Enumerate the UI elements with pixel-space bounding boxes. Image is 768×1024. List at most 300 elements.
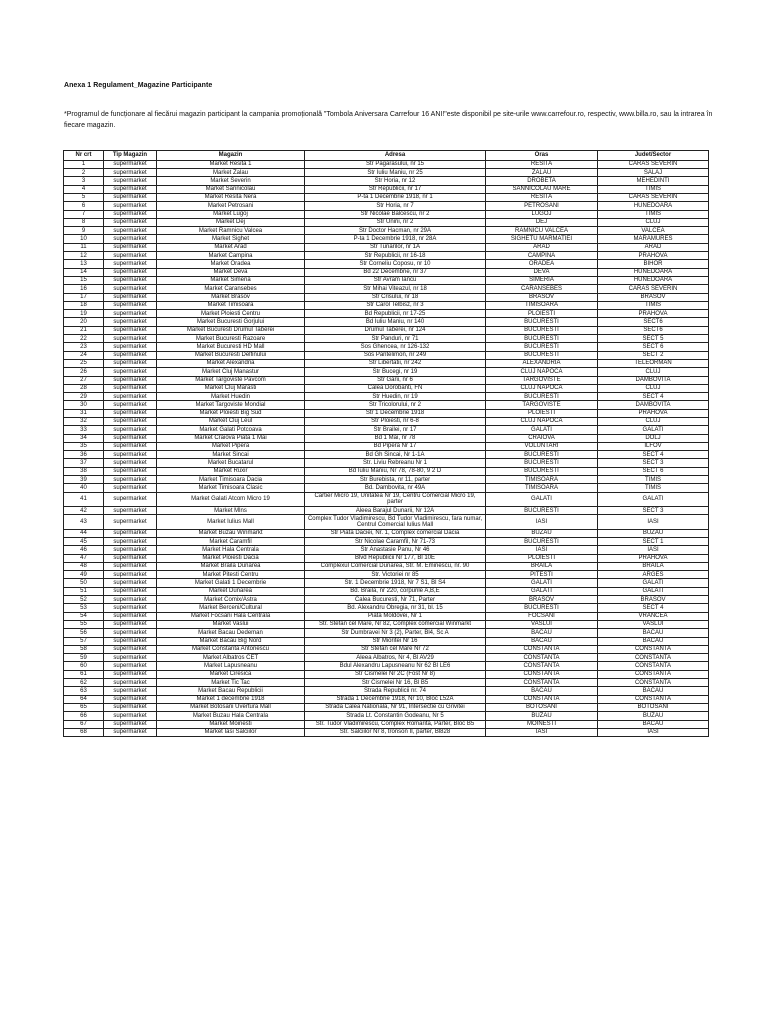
table-row xyxy=(64,579,709,587)
cell-nr: 61 xyxy=(64,670,104,678)
cell-tip: supermarket xyxy=(104,492,157,506)
cell-magazin: Market Cluj Manastur xyxy=(157,368,305,376)
cell-adresa: Str Iuliu Maniu, nr 25 xyxy=(305,169,486,177)
cell-oras: BRAILA xyxy=(486,562,598,570)
column-header-adresa: Adresa xyxy=(305,151,486,161)
cell-oras: ALEXANDRIA xyxy=(486,359,598,367)
cell-nr: 36 xyxy=(64,451,104,459)
cell-magazin: Market Moinesti xyxy=(157,720,305,728)
cell-adresa: Str Mihai Viteazul, nr 18 xyxy=(305,285,486,293)
cell-oras: BUCURESTI xyxy=(486,451,598,459)
cell-magazin: Market Dej xyxy=(157,218,305,226)
cell-magazin: Market Ruxir xyxy=(157,467,305,475)
cell-tip: supermarket xyxy=(104,293,157,301)
cell-oras: SANNICOLAU MARE xyxy=(486,185,598,193)
cell-oras: SIGHETU MARMATIEI xyxy=(486,235,598,243)
cell-judet: BUZAU xyxy=(598,712,709,720)
cell-adresa: Str Unirii, nr 2 xyxy=(305,218,486,226)
cell-oras: BUCURESTI xyxy=(486,326,598,334)
cell-oras: TIMISOARA xyxy=(486,484,598,492)
cell-adresa: P-ta 1 Decembrie 1918, nr 28A xyxy=(305,235,486,243)
table-row xyxy=(64,243,709,251)
cell-tip: supermarket xyxy=(104,687,157,695)
cell-judet: BRASOV xyxy=(598,293,709,301)
cell-tip: supermarket xyxy=(104,507,157,515)
cell-tip: supermarket xyxy=(104,260,157,268)
cell-magazin: Market Pipera xyxy=(157,442,305,450)
cell-adresa: Str Republicii, nr 17 xyxy=(305,185,486,193)
cell-adresa: Str Carol Telbisz, nr 3 xyxy=(305,301,486,309)
table-row xyxy=(64,227,709,235)
table-row xyxy=(64,670,709,678)
cell-nr: 8 xyxy=(64,218,104,226)
cell-judet: BACAU xyxy=(598,637,709,645)
cell-nr: 31 xyxy=(64,409,104,417)
cell-oras: FOCSANI xyxy=(486,612,598,620)
table-row xyxy=(64,654,709,662)
cell-nr: 50 xyxy=(64,579,104,587)
cell-judet: ARGES xyxy=(598,571,709,579)
cell-nr: 32 xyxy=(64,417,104,425)
cell-judet: CONSTANTA xyxy=(598,645,709,653)
table-body xyxy=(64,160,709,736)
cell-magazin: Market Constanta Antonescu xyxy=(157,645,305,653)
table-row xyxy=(64,310,709,318)
cell-tip: supermarket xyxy=(104,276,157,284)
cell-oras: BUCURESTI xyxy=(486,538,598,546)
cell-magazin: Market Hala Centrala xyxy=(157,546,305,554)
cell-judet: VALCEA xyxy=(598,227,709,235)
cell-magazin: Market Comix/Astra xyxy=(157,596,305,604)
cell-nr: 38 xyxy=(64,467,104,475)
table-row xyxy=(64,368,709,376)
table-row xyxy=(64,484,709,492)
table-row xyxy=(64,492,709,506)
cell-judet: SECT 3 xyxy=(598,459,709,467)
cell-magazin: Market Focsani Hala Centrala xyxy=(157,612,305,620)
cell-magazin: Market Ramnicu Valcea xyxy=(157,227,305,235)
cell-oras: TIMISOARA xyxy=(486,476,598,484)
cell-tip: supermarket xyxy=(104,679,157,687)
table-row xyxy=(64,720,709,728)
cell-nr: 11 xyxy=(64,243,104,251)
cell-tip: supermarket xyxy=(104,629,157,637)
cell-nr: 24 xyxy=(64,351,104,359)
table-row xyxy=(64,384,709,392)
cell-judet: VRANCEA xyxy=(598,612,709,620)
cell-adresa: Str Huedin, nr 19 xyxy=(305,393,486,401)
cell-adresa: Str. Liviu Rebreanu Nr 1 xyxy=(305,459,486,467)
table-row xyxy=(64,160,709,168)
cell-tip: supermarket xyxy=(104,695,157,703)
cell-judet: BUZAU xyxy=(598,529,709,537)
cell-adresa: Cartier Micro 19, Unitatea Nr 19, Centru Comercial Micro 19, parter xyxy=(305,492,486,506)
cell-magazin: Market Oradea xyxy=(157,260,305,268)
cell-tip: supermarket xyxy=(104,703,157,711)
cell-adresa: Str. Victoriei nr 85 xyxy=(305,571,486,579)
cell-magazin: Market Vaslui xyxy=(157,620,305,628)
cell-oras: CONSTANTA xyxy=(486,695,598,703)
cell-magazin: Market Braila Dunarea xyxy=(157,562,305,570)
cell-tip: supermarket xyxy=(104,546,157,554)
cell-magazin: Market Targoviste Pavcom xyxy=(157,376,305,384)
cell-tip: supermarket xyxy=(104,529,157,537)
cell-magazin: Market Timisoara Clasic xyxy=(157,484,305,492)
cell-nr: 3 xyxy=(64,177,104,185)
cell-oras: GALATI xyxy=(486,492,598,506)
table-row xyxy=(64,442,709,450)
cell-judet: ILFOV xyxy=(598,442,709,450)
cell-oras: LUGOJ xyxy=(486,210,598,218)
cell-nr: 2 xyxy=(64,169,104,177)
cell-oras: ARAD xyxy=(486,243,598,251)
cell-nr: 17 xyxy=(64,293,104,301)
cell-tip: supermarket xyxy=(104,160,157,168)
cell-adresa: Complex Tudor Vladimirescu, Bd Tudor Vladimirescu, fara numar, Centrul Comercial Iulius Mall xyxy=(305,515,486,529)
cell-oras: BOTOSANI xyxy=(486,703,598,711)
cell-magazin: Market Pitesti Centru xyxy=(157,571,305,579)
cell-tip: supermarket xyxy=(104,193,157,201)
cell-oras: PETROSANI xyxy=(486,202,598,210)
cell-judet: DAMBOVITA xyxy=(598,376,709,384)
cell-oras: BUCURESTI xyxy=(486,351,598,359)
cell-judet: SECT 1 xyxy=(598,538,709,546)
cell-adresa: Str Avram Iancu xyxy=(305,276,486,284)
table-row xyxy=(64,604,709,612)
table-row xyxy=(64,401,709,409)
cell-oras: DEVA xyxy=(486,268,598,276)
cell-oras: VOLUNTARI xyxy=(486,442,598,450)
cell-magazin: Market Simeria xyxy=(157,276,305,284)
cell-tip: supermarket xyxy=(104,235,157,243)
cell-oras: BACAU xyxy=(486,687,598,695)
cell-nr: 37 xyxy=(64,459,104,467)
cell-adresa: Blvd Republicii Nr 177, Bl 10E xyxy=(305,554,486,562)
cell-judet: HUNEDOARA xyxy=(598,268,709,276)
cell-tip: supermarket xyxy=(104,434,157,442)
cell-tip: supermarket xyxy=(104,285,157,293)
cell-adresa: Str Cismelei Nr 16, Bl B5 xyxy=(305,679,486,687)
cell-adresa: Str Cismelei Nr 2C (Fost Nr 8) xyxy=(305,670,486,678)
table-row xyxy=(64,703,709,711)
cell-adresa: Calea Bucuresti, Nr 71, Parter xyxy=(305,596,486,604)
cell-oras: BRASOV xyxy=(486,596,598,604)
cell-magazin: Market Resita Nera xyxy=(157,193,305,201)
cell-nr: 54 xyxy=(64,612,104,620)
column-header-nr: Nr crt xyxy=(64,151,104,161)
cell-judet: PRAHOVA xyxy=(598,310,709,318)
cell-nr: 14 xyxy=(64,268,104,276)
table-row xyxy=(64,476,709,484)
cell-judet: GALATI xyxy=(598,579,709,587)
cell-adresa: P-ta 1 Decembrie 1918, nr 1 xyxy=(305,193,486,201)
cell-adresa: Str. 1 Decembrie 1918, Nr 7 S1, Bl S4 xyxy=(305,579,486,587)
cell-magazin: Market Caransebes xyxy=(157,285,305,293)
cell-nr: 1 xyxy=(64,160,104,168)
column-header-magazin: Magazin xyxy=(157,151,305,161)
cell-adresa: Strada Republicii nr. 74 xyxy=(305,687,486,695)
cell-adresa: Strada 1 Decembrie 1918, Nr 10, Bloc L52A xyxy=(305,695,486,703)
cell-nr: 40 xyxy=(64,484,104,492)
cell-judet: CARAS SEVERIN xyxy=(598,285,709,293)
cell-oras: PITESTI xyxy=(486,571,598,579)
cell-adresa: Str Ploiesti, nr 6-8 xyxy=(305,417,486,425)
cell-tip: supermarket xyxy=(104,728,157,736)
cell-adresa: Str Libertatii, nr 242 xyxy=(305,359,486,367)
cell-oras: TARGOVISTE xyxy=(486,376,598,384)
cell-tip: supermarket xyxy=(104,720,157,728)
cell-magazin: Market Resita 1 xyxy=(157,160,305,168)
cell-judet: DAMBOVITA xyxy=(598,401,709,409)
table-row xyxy=(64,301,709,309)
cell-adresa: Str Republicii, nr 16-18 xyxy=(305,252,486,260)
cell-adresa: Complexul Comercial Dunarea, Str. M. Eminescu, nr. 90 xyxy=(305,562,486,570)
cell-judet: ARAD xyxy=(598,243,709,251)
cell-nr: 19 xyxy=(64,310,104,318)
cell-nr: 27 xyxy=(64,376,104,384)
cell-tip: supermarket xyxy=(104,359,157,367)
cell-oras: BUZAU xyxy=(486,529,598,537)
cell-adresa: Aleea Albatros, Nr 4, Bl AV29 xyxy=(305,654,486,662)
cell-judet: PRAHOVA xyxy=(598,554,709,562)
table-row xyxy=(64,417,709,425)
table-row xyxy=(64,538,709,546)
cell-tip: supermarket xyxy=(104,310,157,318)
cell-magazin: Market Alexandria xyxy=(157,359,305,367)
cell-magazin: Market Iulius Mall xyxy=(157,515,305,529)
table-row xyxy=(64,393,709,401)
cell-nr: 6 xyxy=(64,202,104,210)
table-row xyxy=(64,177,709,185)
cell-tip: supermarket xyxy=(104,515,157,529)
cell-oras: RAMNICU VALCEA xyxy=(486,227,598,235)
cell-tip: supermarket xyxy=(104,210,157,218)
cell-tip: supermarket xyxy=(104,451,157,459)
cell-nr: 47 xyxy=(64,554,104,562)
table-row xyxy=(64,285,709,293)
cell-judet: IASI xyxy=(598,546,709,554)
cell-tip: supermarket xyxy=(104,202,157,210)
cell-nr: 58 xyxy=(64,645,104,653)
cell-nr: 29 xyxy=(64,393,104,401)
cell-nr: 56 xyxy=(64,629,104,637)
cell-adresa: Str Panduri, nr 71 xyxy=(305,335,486,343)
table-row xyxy=(64,376,709,384)
cell-oras: BACAU xyxy=(486,629,598,637)
cell-tip: supermarket xyxy=(104,620,157,628)
cell-oras: PLOIESTI xyxy=(486,554,598,562)
cell-oras: BUZAU xyxy=(486,712,598,720)
table-row xyxy=(64,326,709,334)
cell-tip: supermarket xyxy=(104,596,157,604)
cell-tip: supermarket xyxy=(104,712,157,720)
cell-magazin: Market Buzau Winmarkt xyxy=(157,529,305,537)
cell-magazin: Market Deva xyxy=(157,268,305,276)
cell-adresa: Str Dumbravei Nr 3 (2), Parter, Bl4, Sc A xyxy=(305,629,486,637)
cell-magazin: Market Lapusneanu xyxy=(157,662,305,670)
cell-adresa: Calea Dorobanti, FN xyxy=(305,384,486,392)
cell-tip: supermarket xyxy=(104,554,157,562)
cell-judet: SECT 4 xyxy=(598,604,709,612)
cell-tip: supermarket xyxy=(104,185,157,193)
cell-magazin: Market Botosani Uvertura Mall xyxy=(157,703,305,711)
cell-oras: BUCURESTI xyxy=(486,335,598,343)
cell-nr: 39 xyxy=(64,476,104,484)
cell-tip: supermarket xyxy=(104,243,157,251)
cell-judet: PRAHOVA xyxy=(598,252,709,260)
cell-magazin: Market Petrosani xyxy=(157,202,305,210)
cell-nr: 68 xyxy=(64,728,104,736)
cell-adresa: Bd Iuliu Maniu, nr 140 xyxy=(305,318,486,326)
table-row xyxy=(64,571,709,579)
cell-magazin: Market Bacau Big Nord xyxy=(157,637,305,645)
table-row xyxy=(64,612,709,620)
cell-oras: GALATI xyxy=(486,426,598,434)
cell-oras: BUCURESTI xyxy=(486,467,598,475)
cell-oras: PLOIESTI xyxy=(486,310,598,318)
cell-oras: CAMPINA xyxy=(486,252,598,260)
cell-oras: ZALAU xyxy=(486,169,598,177)
cell-judet: TIMIS xyxy=(598,301,709,309)
cell-tip: supermarket xyxy=(104,476,157,484)
cell-magazin: Market Albatros CET xyxy=(157,654,305,662)
table-row xyxy=(64,546,709,554)
cell-nr: 28 xyxy=(64,384,104,392)
cell-judet: SECT 6 xyxy=(598,467,709,475)
cell-tip: supermarket xyxy=(104,301,157,309)
table-row xyxy=(64,185,709,193)
cell-judet: CONSTANTA xyxy=(598,695,709,703)
table-row xyxy=(64,169,709,177)
cell-adresa: Sos Pantelimon, nr 249 xyxy=(305,351,486,359)
cell-adresa: Bd 1 Mai, nr 78 xyxy=(305,434,486,442)
cell-nr: 16 xyxy=(64,285,104,293)
cell-magazin: Market Mlns xyxy=(157,507,305,515)
cell-nr: 33 xyxy=(64,426,104,434)
cell-nr: 63 xyxy=(64,687,104,695)
cell-magazin: Market Iasi Salciilor xyxy=(157,728,305,736)
cell-judet: CARAS SEVERIN xyxy=(598,193,709,201)
cell-oras: BUCURESTI xyxy=(486,507,598,515)
table-row xyxy=(64,637,709,645)
cell-adresa: Str Stefan cel Mare Nr 72 xyxy=(305,645,486,653)
cell-nr: 41 xyxy=(64,492,104,506)
cell-tip: supermarket xyxy=(104,169,157,177)
cell-magazin: Market Bucuresti Gorjului xyxy=(157,318,305,326)
cell-magazin: Market Sannicolau xyxy=(157,185,305,193)
cell-judet: CONSTANTA xyxy=(598,679,709,687)
cell-judet: HUNEDOARA xyxy=(598,276,709,284)
cell-adresa: Str Anastasie Panu, Nr 46 xyxy=(305,546,486,554)
table-row xyxy=(64,662,709,670)
table-row xyxy=(64,695,709,703)
cell-oras: CONSTANTA xyxy=(486,645,598,653)
table-row xyxy=(64,260,709,268)
cell-tip: supermarket xyxy=(104,645,157,653)
cell-judet: BACAU xyxy=(598,629,709,637)
table-row xyxy=(64,293,709,301)
cell-oras: CRAIOVA xyxy=(486,434,598,442)
cell-judet: IASI xyxy=(598,728,709,736)
cell-adresa: Str Horia, nr 12 xyxy=(305,177,486,185)
table-row xyxy=(64,193,709,201)
cell-tip: supermarket xyxy=(104,218,157,226)
cell-magazin: Market Dunarea xyxy=(157,587,305,595)
table-row xyxy=(64,629,709,637)
table-row xyxy=(64,409,709,417)
cell-oras: MOINESTI xyxy=(486,720,598,728)
cell-magazin: Market Severin xyxy=(157,177,305,185)
stores-table xyxy=(63,150,709,737)
cell-tip: supermarket xyxy=(104,335,157,343)
cell-adresa: Bd Republicii, nr 17-25 xyxy=(305,310,486,318)
cell-tip: supermarket xyxy=(104,368,157,376)
cell-oras: TIMISOARA xyxy=(486,301,598,309)
cell-oras: IASI xyxy=(486,546,598,554)
cell-judet: GALATI xyxy=(598,492,709,506)
cell-tip: supermarket xyxy=(104,467,157,475)
cell-judet: BIHOR xyxy=(598,260,709,268)
table-row xyxy=(64,467,709,475)
cell-adresa: Str Mioritei Nr 16 xyxy=(305,637,486,645)
cell-nr: 42 xyxy=(64,507,104,515)
cell-magazin: Market Galati Potcoava xyxy=(157,426,305,434)
cell-nr: 59 xyxy=(64,654,104,662)
cell-tip: supermarket xyxy=(104,670,157,678)
table-row xyxy=(64,529,709,537)
cell-adresa: Strada Lt. Constantin Godeanu, Nr 5 xyxy=(305,712,486,720)
cell-judet: HUNEDOARA xyxy=(598,202,709,210)
cell-oras: TARGOVISTE xyxy=(486,401,598,409)
table-row xyxy=(64,276,709,284)
cell-oras: CLUJ NAPOCA xyxy=(486,417,598,425)
cell-magazin: Market Targoviste Mondial xyxy=(157,401,305,409)
table-row xyxy=(64,687,709,695)
cell-nr: 21 xyxy=(64,326,104,334)
cell-magazin: Market Lugoj xyxy=(157,210,305,218)
cell-oras: PLOIESTI xyxy=(486,409,598,417)
table-row xyxy=(64,596,709,604)
table-row xyxy=(64,507,709,515)
cell-nr: 25 xyxy=(64,359,104,367)
cell-nr: 9 xyxy=(64,227,104,235)
cell-judet: SECT 4 xyxy=(598,451,709,459)
cell-tip: supermarket xyxy=(104,587,157,595)
table-row xyxy=(64,210,709,218)
cell-adresa: Str Piata Daciei, Nr. 1, Complex comercial Dacia xyxy=(305,529,486,537)
cell-adresa: Str Tricolorului, nr 2 xyxy=(305,401,486,409)
cell-nr: 53 xyxy=(64,604,104,612)
cell-magazin: Market Arad xyxy=(157,243,305,251)
cell-judet: SECT 2 xyxy=(598,351,709,359)
cell-judet: TIMIS xyxy=(598,484,709,492)
cell-adresa: Str Nicolae Caramfil, Nr 71-73 xyxy=(305,538,486,546)
column-header-tip: Tip Magazin xyxy=(104,151,157,161)
cell-nr: 15 xyxy=(64,276,104,284)
cell-judet: BRASOV xyxy=(598,596,709,604)
cell-judet: MEHEDINTI xyxy=(598,177,709,185)
cell-tip: supermarket xyxy=(104,401,157,409)
table-row xyxy=(64,451,709,459)
table-row xyxy=(64,359,709,367)
cell-adresa: Str Crisului, nr 18 xyxy=(305,293,486,301)
cell-tip: supermarket xyxy=(104,384,157,392)
cell-judet: TELEORMAN xyxy=(598,359,709,367)
table-row xyxy=(64,515,709,529)
cell-magazin: Market Galati 1 Decembrie xyxy=(157,579,305,587)
cell-nr: 57 xyxy=(64,637,104,645)
cell-adresa: Str Brailei, nr 17 xyxy=(305,426,486,434)
